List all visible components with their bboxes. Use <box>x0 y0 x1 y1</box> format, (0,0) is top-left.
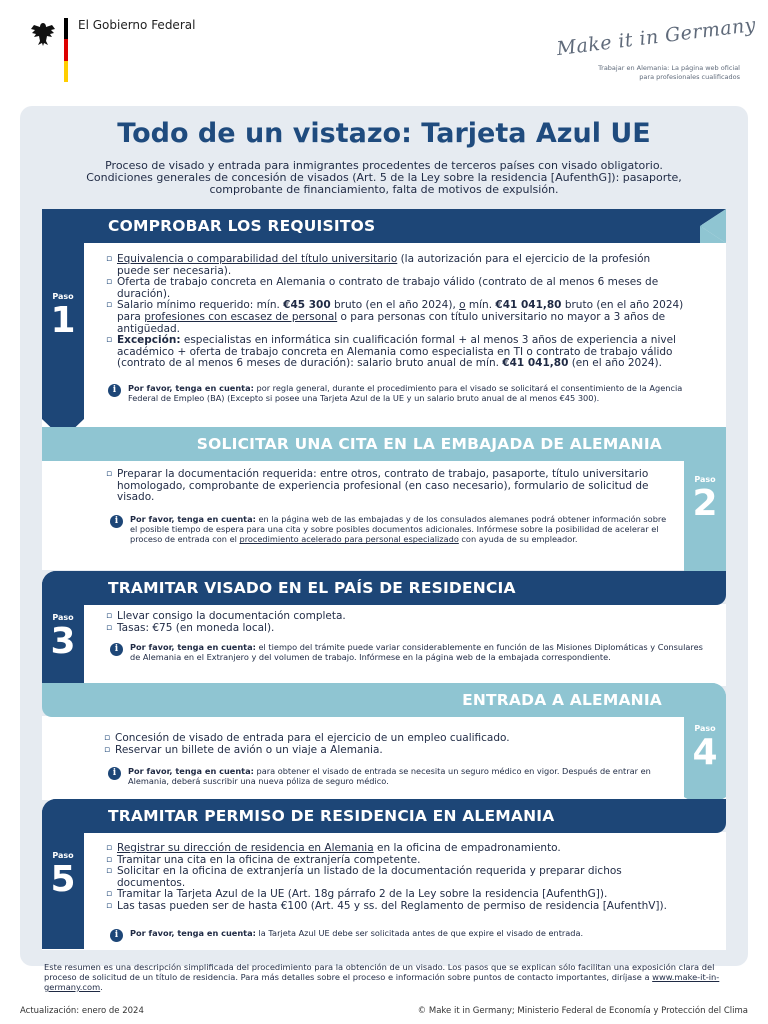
step-1-title: COMPROBAR LOS REQUISITOS <box>108 217 376 235</box>
step-1-ribbon-fold <box>700 209 726 243</box>
fast-track-procedure-link[interactable]: procedimiento acelerado para personal especializado <box>239 534 459 545</box>
register-address-link[interactable]: Registrar su dirección de residencia en Alemania <box>117 842 374 854</box>
copyright: © Make it in Germany; Ministerio Federal de Economía y Protección del Clima <box>417 1006 748 1016</box>
update-date: Actualización: enero de 2024 <box>20 1006 144 1016</box>
list-item: ▫ Tramitar una cita en la oficina de extranjería competente. <box>106 855 686 867</box>
equivalence-link[interactable]: Equivalencia o comparabilidad del título universitario <box>117 253 398 265</box>
list-item: ▫ Oferta de trabajo concreta en Alemania o contrato de trabajo válido (contrato de al menos 6 meses de duración). <box>106 277 686 300</box>
step-1-note: i Por favor, tenga en cuenta: por regla general, durante el procedimiento para el visado se solicitará el consentimiento de la Agencia Federal de Empleo (BA) (Excepto si posee una Tarjeta Azul de la UE y un salario bruto anual de al menos €45 300). <box>108 383 700 403</box>
step-5-number: 5 <box>50 859 76 900</box>
logo-subtitle: Trabajar en Alemania: La página web oficial para profesionales cualificados <box>598 64 740 81</box>
step-5-side <box>42 799 84 949</box>
step-1-paso-label: Paso <box>52 292 74 301</box>
step-2-side <box>684 427 726 574</box>
step-2-note: i Por favor, tenga en cuenta: en la página web de las embajadas y de los consulados alemanes podrá obtener información sobre el posible tiempo de espera para una cita y sobre posibles documentos adicionales. Infórmese sobre la posibilidad de acelerar el proceso de entrada con el procedimiento acelerado para personal especializado con ayuda de su empleador. <box>110 514 670 545</box>
list-item: ▫ Concesión de visado de entrada para el ejercicio de un empleo cualificado. <box>104 733 670 745</box>
shortage-professions-link[interactable]: profesiones con escasez de personal <box>144 310 338 323</box>
step-3-number: 3 <box>50 621 76 662</box>
list-item: ▫ Equivalencia o comparabilidad del título universitario (la autorización para el ejercicio de la profesión puede ser necesaria). <box>106 254 686 277</box>
list-item: ▫ Reservar un billete de avión o un viaje a Alemania. <box>104 745 670 757</box>
step-5-header <box>42 799 726 833</box>
step-1-header <box>42 209 702 243</box>
step-4-header <box>42 683 726 717</box>
government-name: El Gobierno Federal <box>78 18 196 32</box>
step-5-title: TRAMITAR PERMISO DE RESIDENCIA EN ALEMANIA <box>108 807 555 825</box>
step-4-title: ENTRADA A ALEMANIA <box>462 691 662 709</box>
list-item: ▫ Solicitar en la oficina de extranjería un listado de la documentación requerida y preparar dichos documentos. <box>106 866 686 889</box>
step-5-note: i Por favor, tenga en cuenta: la Tarjeta Azul UE debe ser solicitada antes de que expire el visado de entrada. <box>110 928 706 938</box>
step-2-header <box>42 427 726 461</box>
step-4-card <box>42 716 726 800</box>
step-3-paso-label: Paso <box>52 613 74 622</box>
info-icon: i <box>108 767 121 780</box>
page-title: Todo de un vistazo: Tarjeta Azul UE <box>117 118 651 149</box>
disclaimer-text: Este resumen es una descripción simplificada del procedimiento para la obtención de un visado. Los pasos que se explican sólo facilitan una exposición clara del proceso de solicitud de un título de residencia. Para más detalles sobre el proceso e información sobre puntos de contacto importantes, diríjase a www.make-it-in-germany.com. <box>44 962 720 992</box>
step-3-header <box>42 571 726 605</box>
step-2-title: SOLICITAR UNA CITA EN LA EMBAJADA DE ALEMANIA <box>196 435 662 453</box>
list-item: ▫ Llevar consigo la documentación completa. <box>106 611 686 623</box>
make-it-in-germany-logo[interactable]: Make it in Germany <box>555 13 758 61</box>
list-item: ▫ Tasas: €75 (en moneda local). <box>106 623 686 635</box>
list-item: ▫ Registrar su dirección de residencia en Alemania en la oficina de empadronamiento. <box>106 843 686 855</box>
step-2-number: 2 <box>692 483 718 524</box>
step-3-title: TRAMITAR VISADO EN EL PAÍS DE RESIDENCIA <box>108 579 516 597</box>
step-4-list <box>104 733 670 756</box>
list-item: ▫ Las tasas pueden ser de hasta €100 (Art. 45 y ss. del Reglamento de permiso de residencia [AufenthV]). <box>106 901 686 913</box>
list-item: ▫ Salario mínimo requerido: mín. €45 300 bruto (en el año 2024), o mín. €41 041,80 bruto (en el año 2024) para profesiones con escasez de personal o para personas con título universitario no mayor a 3 años de antigüedad. <box>106 300 686 335</box>
step-5-list <box>106 843 686 913</box>
list-item: ▫ Tramitar la Tarjeta Azul de la UE (Art. 18g párrafo 2 de la Ley sobre la residencia [AufenthG]). <box>106 889 686 901</box>
step-5-paso-label: Paso <box>52 851 74 860</box>
federal-eagle-icon <box>28 20 58 48</box>
step-1-number: 1 <box>50 300 76 341</box>
info-icon: i <box>110 643 123 656</box>
step-2-paso-label: Paso <box>694 475 716 484</box>
step-4-paso-label: Paso <box>694 724 716 733</box>
step-3-side <box>42 571 84 683</box>
info-icon: i <box>110 929 123 942</box>
step-3-list <box>106 611 686 634</box>
step-1-side <box>42 209 84 419</box>
list-item: ▫ Preparar la documentación requerida: entre otros, contrato de trabajo, pasaporte, título universitario homologado, comprobante de experiencia profesional (en caso necesario), formulario de solicitud de visado. <box>106 469 672 504</box>
intro-text: Proceso de visado y entrada para inmigrantes procedentes de terceros países con visado obligatorio. Condiciones generales de concesión de visados (Art. 5 de la Ley sobre la residencia [AufenthG]): pasaporte, comprobante de financiamiento, falta de motivos de expulsión. <box>86 159 682 196</box>
website-link[interactable]: www.make-it-in-germany.com <box>44 972 720 992</box>
info-icon: i <box>110 515 123 528</box>
step-3-note: i Por favor, tenga en cuenta: el tiempo del trámite puede variar considerablemente en función de las Misiones Diplomáticas y Consulares de Alemania en el Extranjero y del volumen de trabajo. Infórmese en la página web de la embajada correspondiente. <box>110 642 706 662</box>
step-4-number: 4 <box>692 732 718 773</box>
german-flag-bar <box>64 18 68 82</box>
info-icon: i <box>108 384 121 397</box>
step-1-list <box>106 254 686 370</box>
step-2-list <box>106 469 672 504</box>
list-item: ▫ Excepción: especialistas en informática sin cualificación formal + al menos 3 años de experiencia a nivel académico + oferta de trabajo concreta en Alemania como especialista en TI o contrato de trabajo válido (contrato de al menos 6 meses de duración): salario bruto anual de mín. €41 041,80 (en el año 2024). <box>106 335 686 370</box>
step-4-note: i Por favor, tenga en cuenta: para obtener el visado de entrada se necesita un seguro médico en vigor. Después de entrar en Alemania, deberá suscribir una nueva póliza de seguro médico. <box>108 766 668 786</box>
step-4-side <box>684 683 726 797</box>
